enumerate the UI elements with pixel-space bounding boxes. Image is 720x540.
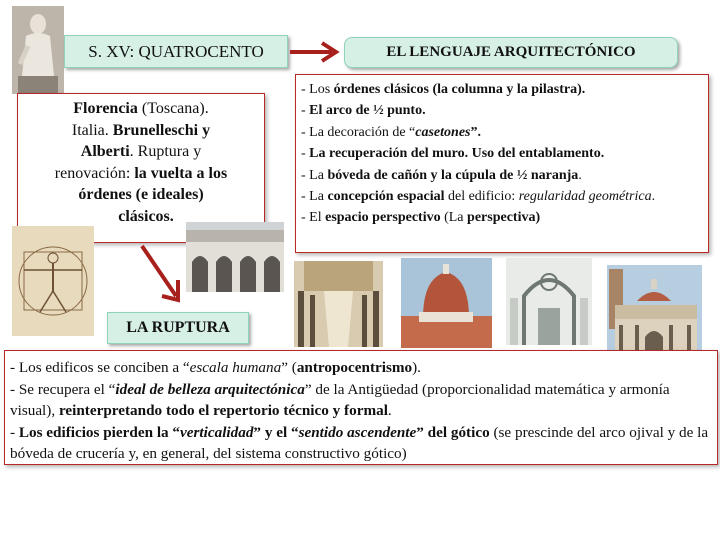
left_box-l6b-text: clásicos. xyxy=(118,207,174,225)
left_box-l5b-text: órdenes (e ideales) xyxy=(78,186,204,203)
title_box-text-text: S. XV: QUATROCENTO xyxy=(88,41,264,61)
bottom-b5-text: . xyxy=(387,402,392,420)
bottom-c1-text: - xyxy=(10,423,19,441)
features-i4a-text: - xyxy=(301,146,310,162)
features-i2b-text: El arco de ½ punto. xyxy=(309,103,426,119)
arrow-down-icon xyxy=(136,244,188,308)
features-i1a-text: - Los xyxy=(301,82,334,97)
features-i5c-text: . xyxy=(578,167,582,183)
left_box-l1-text: (Toscana). xyxy=(137,100,209,117)
statue-photo xyxy=(12,6,64,94)
features-i7c-text: (La xyxy=(440,210,468,226)
bottom-a5-text: ). xyxy=(412,359,421,376)
rupture-heading xyxy=(107,312,249,344)
features-i5a-text: - La xyxy=(301,167,328,183)
left_box-l1b-text: Florencia xyxy=(73,100,138,117)
features-i6d-text: regularidad geométrica xyxy=(518,189,652,205)
left_box-l2-text: Italia. xyxy=(71,121,113,139)
left_box-l3-text: . Ruptura y xyxy=(129,143,202,160)
features-i6b-text: concepción espacial xyxy=(327,189,445,205)
bottom-a1-text: - Los edificos se conciben a “ xyxy=(10,359,190,376)
bottom-c5-text: sentido ascendente xyxy=(298,423,417,441)
vitruvian-man-image xyxy=(12,226,94,336)
bottom-c6-text: ” del gótico xyxy=(416,423,490,441)
heading_box-text-text: EL LENGUAJE ARQUITECTÓNICO xyxy=(386,44,636,60)
left_box-l2b-text: Brunelleschi y xyxy=(112,121,211,139)
ruptura_box-text-text: LA RUPTURA xyxy=(126,319,230,336)
rupture-description xyxy=(4,350,718,465)
left_box-l4-text: renovación: xyxy=(54,164,135,182)
features-list: - Los órdenes clásicos (la columna y la pilastra). - El arco de ½ punto. - La decoración de “casetones”. - La recuperación del muro. Uso del entablamento. - La bóveda de cañón y la cúpula de ½ naranja. - La concepción espacial del edificio: regularidad geométrica. - El espacio perspectivo (La perspectiva) xyxy=(295,74,709,253)
features-i3c-text: ”. xyxy=(470,124,481,140)
features-i3b-text: casetones xyxy=(415,124,471,140)
features-i2a-text: - xyxy=(301,103,310,119)
architectural-language-heading xyxy=(344,37,678,68)
left_box-l3b-text: Alberti xyxy=(80,143,130,160)
features-i5b-text: bóveda de cañón y la cúpula de ½ naranja xyxy=(327,167,579,183)
bottom-c3-text: verticalidad xyxy=(180,423,254,441)
florence-dome-photo xyxy=(401,258,492,348)
features-i1b-text: órdenes clásicos (la columna y la pilastra). xyxy=(333,82,586,97)
loggia-photo xyxy=(186,222,284,292)
left_box-l4b-text: la vuelta a los xyxy=(134,164,228,182)
period-title xyxy=(64,35,288,68)
bottom-c2-text: Los edificios pierden la “ xyxy=(18,423,181,441)
bottom-c7-text: (se prescinde del arco ojival y de la bóveda de crucería y, en general, del sistema constructivo gótico) xyxy=(10,423,709,463)
features-i7d-text: perspectiva) xyxy=(467,210,541,226)
features-i3a-text: - La decoración de “ xyxy=(301,124,416,140)
features-i7b-text: espacio perspectivo xyxy=(325,210,441,226)
bottom-a2-text: escala humana xyxy=(189,359,282,376)
bottom-a3-text: ” ( xyxy=(281,359,297,376)
bottom-b2-text: ideal de belleza arquitectónica xyxy=(115,380,305,398)
features-i6a-text: - La xyxy=(301,189,328,205)
features-i7a-text: - El xyxy=(301,210,326,226)
features-i6c-text: del edificio: xyxy=(444,189,519,205)
florence-description xyxy=(17,93,265,243)
bottom-a4-text: antropocentrismo xyxy=(296,359,413,376)
bottom-b1-text: - Se recupera el “ xyxy=(10,380,116,398)
bottom-b3-text: ” de la Antigüedad (proporcionalidad matemática y armonía visual), xyxy=(10,380,670,420)
chapel-interior-photo xyxy=(506,258,592,345)
bottom-c4-text: ” y el “ xyxy=(253,423,299,441)
church-interior-photo xyxy=(294,261,383,347)
bottom-b4-text: reinterpretando todo el repertorio técnico y formal xyxy=(58,402,388,420)
arrow-right-icon xyxy=(288,40,344,64)
features-i4b-text: La recuperación del muro. Uso del entablamento. xyxy=(309,146,605,162)
